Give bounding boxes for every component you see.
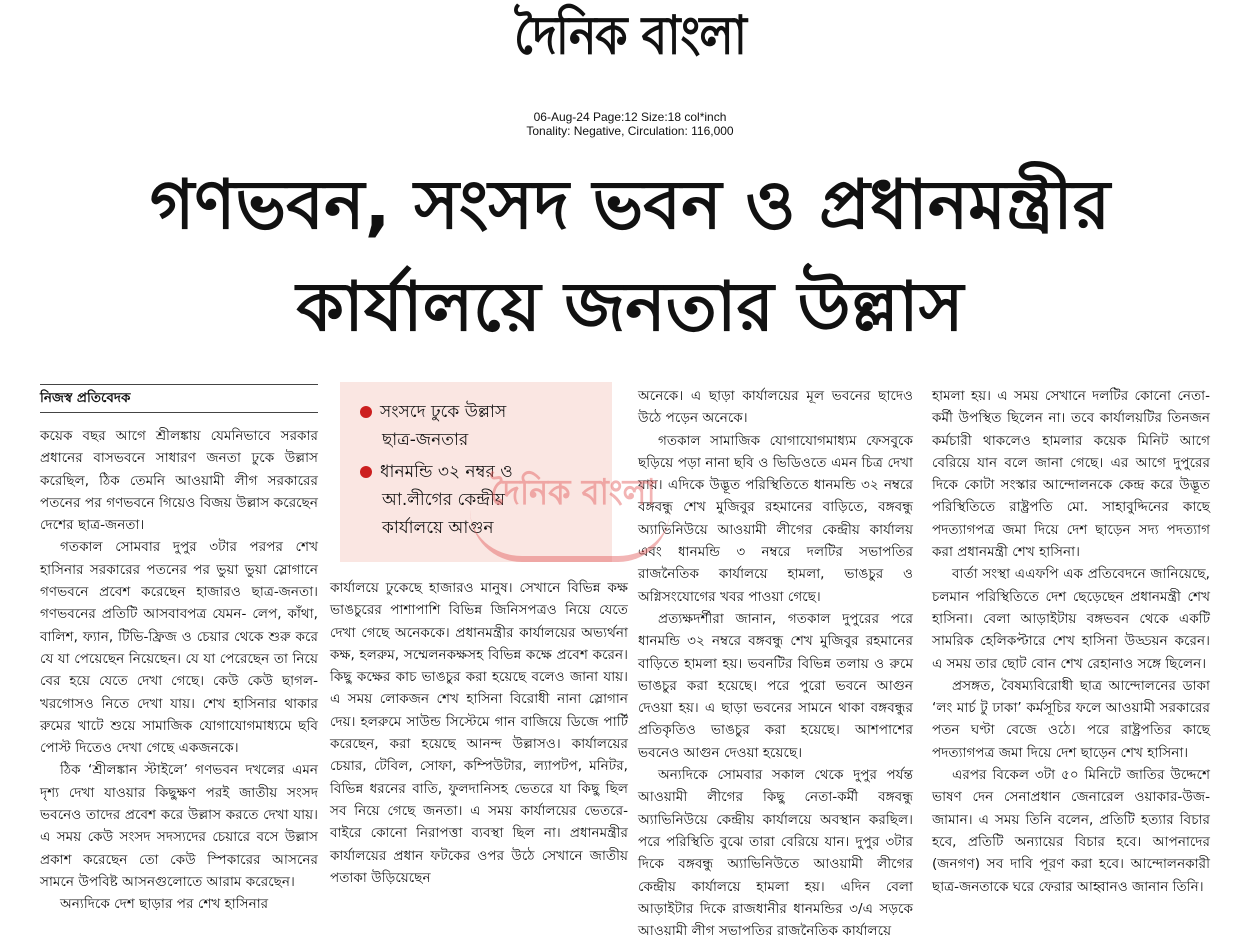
clipping-meta-line-2: Tonality: Negative, Circulation: 116,000 bbox=[526, 124, 734, 138]
article-column-3 bbox=[638, 385, 913, 942]
pull-quote-text: আ.লীগের কেন্দ্রীয় bbox=[382, 490, 505, 510]
article-paragraph: ঠিক ‘শ্রীলঙ্কান স্টাইলে’ গণভবন দখলের এমন দৃশ্য দেখা যাওয়ার কিছুক্ষণ পরই জাতীয় সংসদ ভবনেও তাদের প্রবেশ করে উল্লাস করতে দেখা যায়। এ সময় কেউ সংসদ সদস্যদের চেয়ারে বসে উল্লাস প্রকাশ করেছেন তো কেউ স্পিকারের আসনের সামনে উপবিষ্ট আসনগুলোতে আরাম করেছেন। bbox=[40, 762, 318, 890]
red-bullet-icon bbox=[360, 466, 372, 478]
watermark-swoosh bbox=[470, 510, 670, 562]
headline-line-1: গণভবন, সংসদ ভবন ও প্রধানমন্ত্রীর bbox=[149, 166, 1111, 245]
byline: নিজস্ব প্রতিবেদক bbox=[40, 384, 318, 413]
article-paragraph: বার্তা সংস্থা এএফপি এক প্রতিবেদনে জানিয়েছে, চলমান পরিস্থিতিতে দেশ ছেড়েছেন প্রধানমন্ত্রী শেখ হাসিনা। বেলা আড়াইটায় বঙ্গভবন থেকে একটি সামরিক হেলিকপ্টারে শেখ হাসিনা উড্ডয়ন করেন। এ সময় তার ছোট বোন শেখ রেহানাও সঙ্গে ছিলেন। bbox=[932, 566, 1210, 672]
article-paragraph: কয়েক বছর আগে শ্রীলঙ্কায় যেমনিভাবে সরকার প্রধানের বাসভবনে সাধারণ জনতা ঢুকে উল্লাস করেছিল, ঠিক তেমনি আওয়ামী লীগ সরকারের পতনের পর গণভবনে গিয়েও বিজয় উল্লাস করেছেন দেশের ছাত্র-জনতা। bbox=[40, 428, 318, 534]
article-paragraph: অন্যদিকে দেশ ছাড়ার পর শেখ হাসিনার bbox=[60, 896, 269, 913]
pull-quote-text: ছাত্র-জনতার bbox=[382, 430, 469, 450]
clipping-meta-line-1: 06-Aug-24 Page:12 Size:18 col*inch bbox=[533, 110, 727, 124]
article-paragraph: অন্যদিকে সোমবার সকাল থেকে দুপুর পর্যন্ত আওয়ামী লীগের কিছু নেতা-কর্মী বঙ্গবন্ধু অ্যাভিনিউয়ে কেন্দ্রীয় কার্যালয়ে অবস্থান করছিল। পরে পরিস্থিতি বুঝে তারা বেরিয়ে যান। দুপুর ৩টার দিকে বঙ্গবন্ধু অ্যাভিনিউতে আওয়ামী লীগের কেন্দ্রীয় কার্যালয়ে হামলা হয়। এদিন বেলা আড়াইটার দিকে রাজধানীর ধানমন্ডির ৩/এ সড়কে আওয়ামী লীগ সভাপতির রাজনৈতিক কার্যালয়ে bbox=[638, 767, 913, 940]
red-bullet-icon bbox=[360, 406, 372, 418]
article-paragraph: কার্যালয়ে ঢুকেছে হাজারও মানুষ। সেখানে বিভিন্ন কক্ষ ভাঙচুরের পাশাপাশি বিভিন্ন জিনিসপত্রও নিয়ে যেতে দেখা গেছে অনেককে। প্রধানমন্ত্রীর কার্যালয়ের অভ্যর্থনা কক্ষ, হলরুম, সম্মেলনকক্ষসহ বিভিন্ন কক্ষে প্রবেশ করেন। কিছু কক্ষের কাচ ভাঙচুর করা হয়েছে বলেও জানা যায়। এ সময় লোকজন শেখ হাসিনা বিরোধী নানা স্লোগান দেয়। হলরুমে সাউন্ড সিস্টেমে গান বাজিয়ে ডিজে পার্টি করেছেন, করা হয়েছে আনন্দ উল্লাসও। কার্যালয়ের চেয়ার, টেবিল, সোফা, কম্পিউটার, ল্যাপটপ, মনিটর, বিভিন্ন ধরনের বাতি, ফুলদানিসহ ভেতরে যা কিছু ছিল সব নিয়ে গেছে জনতা। এ সময় কার্যালয়ের ভেতরে-বাইরে কোনো নিরাপত্তা ব্যবস্থা ছিল না। প্রধানমন্ত্রীর কার্যালয়ের প্রধান ফটকের ওপর উঠে সেখানে জাতীয় পতাকা উড়িয়েছেন bbox=[330, 580, 628, 886]
article-paragraph: অনেকে। এ ছাড়া কার্যালয়ের মূল ভবনের ছাদেও উঠে পড়েন অনেকে। bbox=[638, 388, 913, 427]
headline-line-2: কার্যালয়ে জনতার উল্লাস bbox=[296, 268, 964, 347]
masthead bbox=[0, 3, 1260, 67]
article-column-4 bbox=[932, 385, 1210, 898]
newspaper-logo: দৈনিক বাংলা bbox=[514, 3, 746, 67]
pull-quote-text: কার্যালয়ে আগুন bbox=[382, 518, 494, 538]
article-paragraph: প্রসঙ্গত, বৈষম্যবিরোধী ছাত্র আন্দোলনের ডাকা ‘লং মার্চ টু ঢাকা’ কর্মসূচির ফলে আওয়ামী সরকারের পতন ঘণ্টা বেজে ওঠে। পরে রাষ্ট্রপতির কাছে পদত্যাগপত্র জমা দিয়ে দেশ ছাড়েন শেখ হাসিনা। bbox=[932, 677, 1210, 761]
article-paragraph: এরপর বিকেল ৩টা ৫০ মিনিটে জাতির উদ্দেশে ভাষণ দেন সেনাপ্রধান জেনারেল ওয়াকার-উজ-জামান। এ সময় তিনি বলেন, প্রতিটি হত্যার বিচার হবে, প্রতিটি অন্যায়ের বিচার হবে। আপনাদের (জনগণ) সব দাবি পূরণ করা হবে। আন্দোলনকারী ছাত্র-জনতাকে ঘরে ফেরার আহ্বানও জানান তিনি। bbox=[932, 767, 1210, 895]
article-paragraph: গতকাল সামাজিক যোগাযোগমাধ্যম ফেসবুকে ছড়িয়ে পড়া নানা ছবি ও ভিডিওতে এমন চিত্র দেখা যায়। এদিকে উদ্ভূত পরিস্থিতিতে ধানমন্ডি ৩২ নম্বরে বঙ্গবন্ধু শেখ মুজিবুর রহমানের বাড়িতে, বঙ্গবন্ধু অ্যাভিনিউয়ে আওয়ামী লীগের কেন্দ্রীয় কার্যালয় এবং ধানমন্ডি ৩ নম্বরে দলটির সভাপতির রাজনৈতিক কার্যালয়ে হামলা, ভাঙচুর ও অগ্নিসংযোগের খবর পাওয়া গেছে। bbox=[638, 432, 913, 605]
pull-quote-text: ধানমন্ডি ৩২ নম্বর ও bbox=[380, 462, 513, 482]
pull-quote-item-1 bbox=[360, 398, 506, 454]
watermark-logo: দৈনিক বাংলা bbox=[490, 471, 656, 513]
article-paragraph: গতকাল সোমবার দুপুর ৩টার পরপর শেখ হাসিনার সরকারের পতনের পর ভুয়া ভুয়া স্লোগানে গণভবনে প্রবেশ করেছেন হাজারও ছাত্র-জনতা। গণভবনের প্রতিটি আসবাবপত্র যেমন- লেপ, কাঁথা, বালিশ, ফ্যান, টিভি-ফ্রিজ ও চেয়ার থেকে শুরু করে যে যা পেয়েছেন নিয়েছেন। যে যা পেরেছেন তা নিয়ে বের হয়ে যেতে দেখা গেছে। কেউ কেউ ছাগল-খরগোসও নিতে দেখা যায়। শেখ হাসিনার থাকার রুমের খাটে শুয়ে সামাজিক যোগাযোগমাধ্যমে ছবি পোস্ট দিতেও দেখা গেছে একজনকে। bbox=[40, 539, 318, 757]
article-paragraph: হামলা হয়। এ সময় সেখানে দলটির কোনো নেতা-কর্মী উপস্থিত ছিলেন না। তবে কার্যালয়টির তিনজন কর্মচারী থাকলেও হামলার কয়েক মিনিট আগে বেরিয়ে যান বলে জানা গেছে। এর আগে দুপুরের দিকে কোটা সংস্কার আন্দোলনকে কেন্দ্র করে উদ্ভূত পরিস্থিতিতে রাষ্ট্রপতি মো. সাহাবুদ্দিনের কাছে পদত্যাগপত্র জমা দিয়ে দেশ ছাড়েন সদ্য পদত্যাগ করা প্রধানমন্ত্রী শেখ হাসিনা। bbox=[932, 388, 1210, 561]
article-paragraph: প্রত্যক্ষদর্শীরা জানান, গতকাল দুপুরের পরে ধানমন্ডি ৩২ নম্বরে বঙ্গবন্ধু শেখ মুজিবুর রহমানের বাড়িতে হামলা হয়। ভবনটির বিভিন্ন তলায় ও রুমে ভাঙচুর করা হয়েছে। পরে পুরো ভবনে আগুন দেওয়া হয়। এ ছাড়া ভবনের সামনে থাকা বঙ্গবন্ধুর প্রতিকৃতিও ভাঙচুর করা হয়েছে। আশপাশের ভবনেও আগুন দেওয়া হয়েছে। bbox=[638, 610, 913, 761]
pull-quote-text: সংসদে ঢুকে উল্লাস bbox=[380, 402, 507, 422]
